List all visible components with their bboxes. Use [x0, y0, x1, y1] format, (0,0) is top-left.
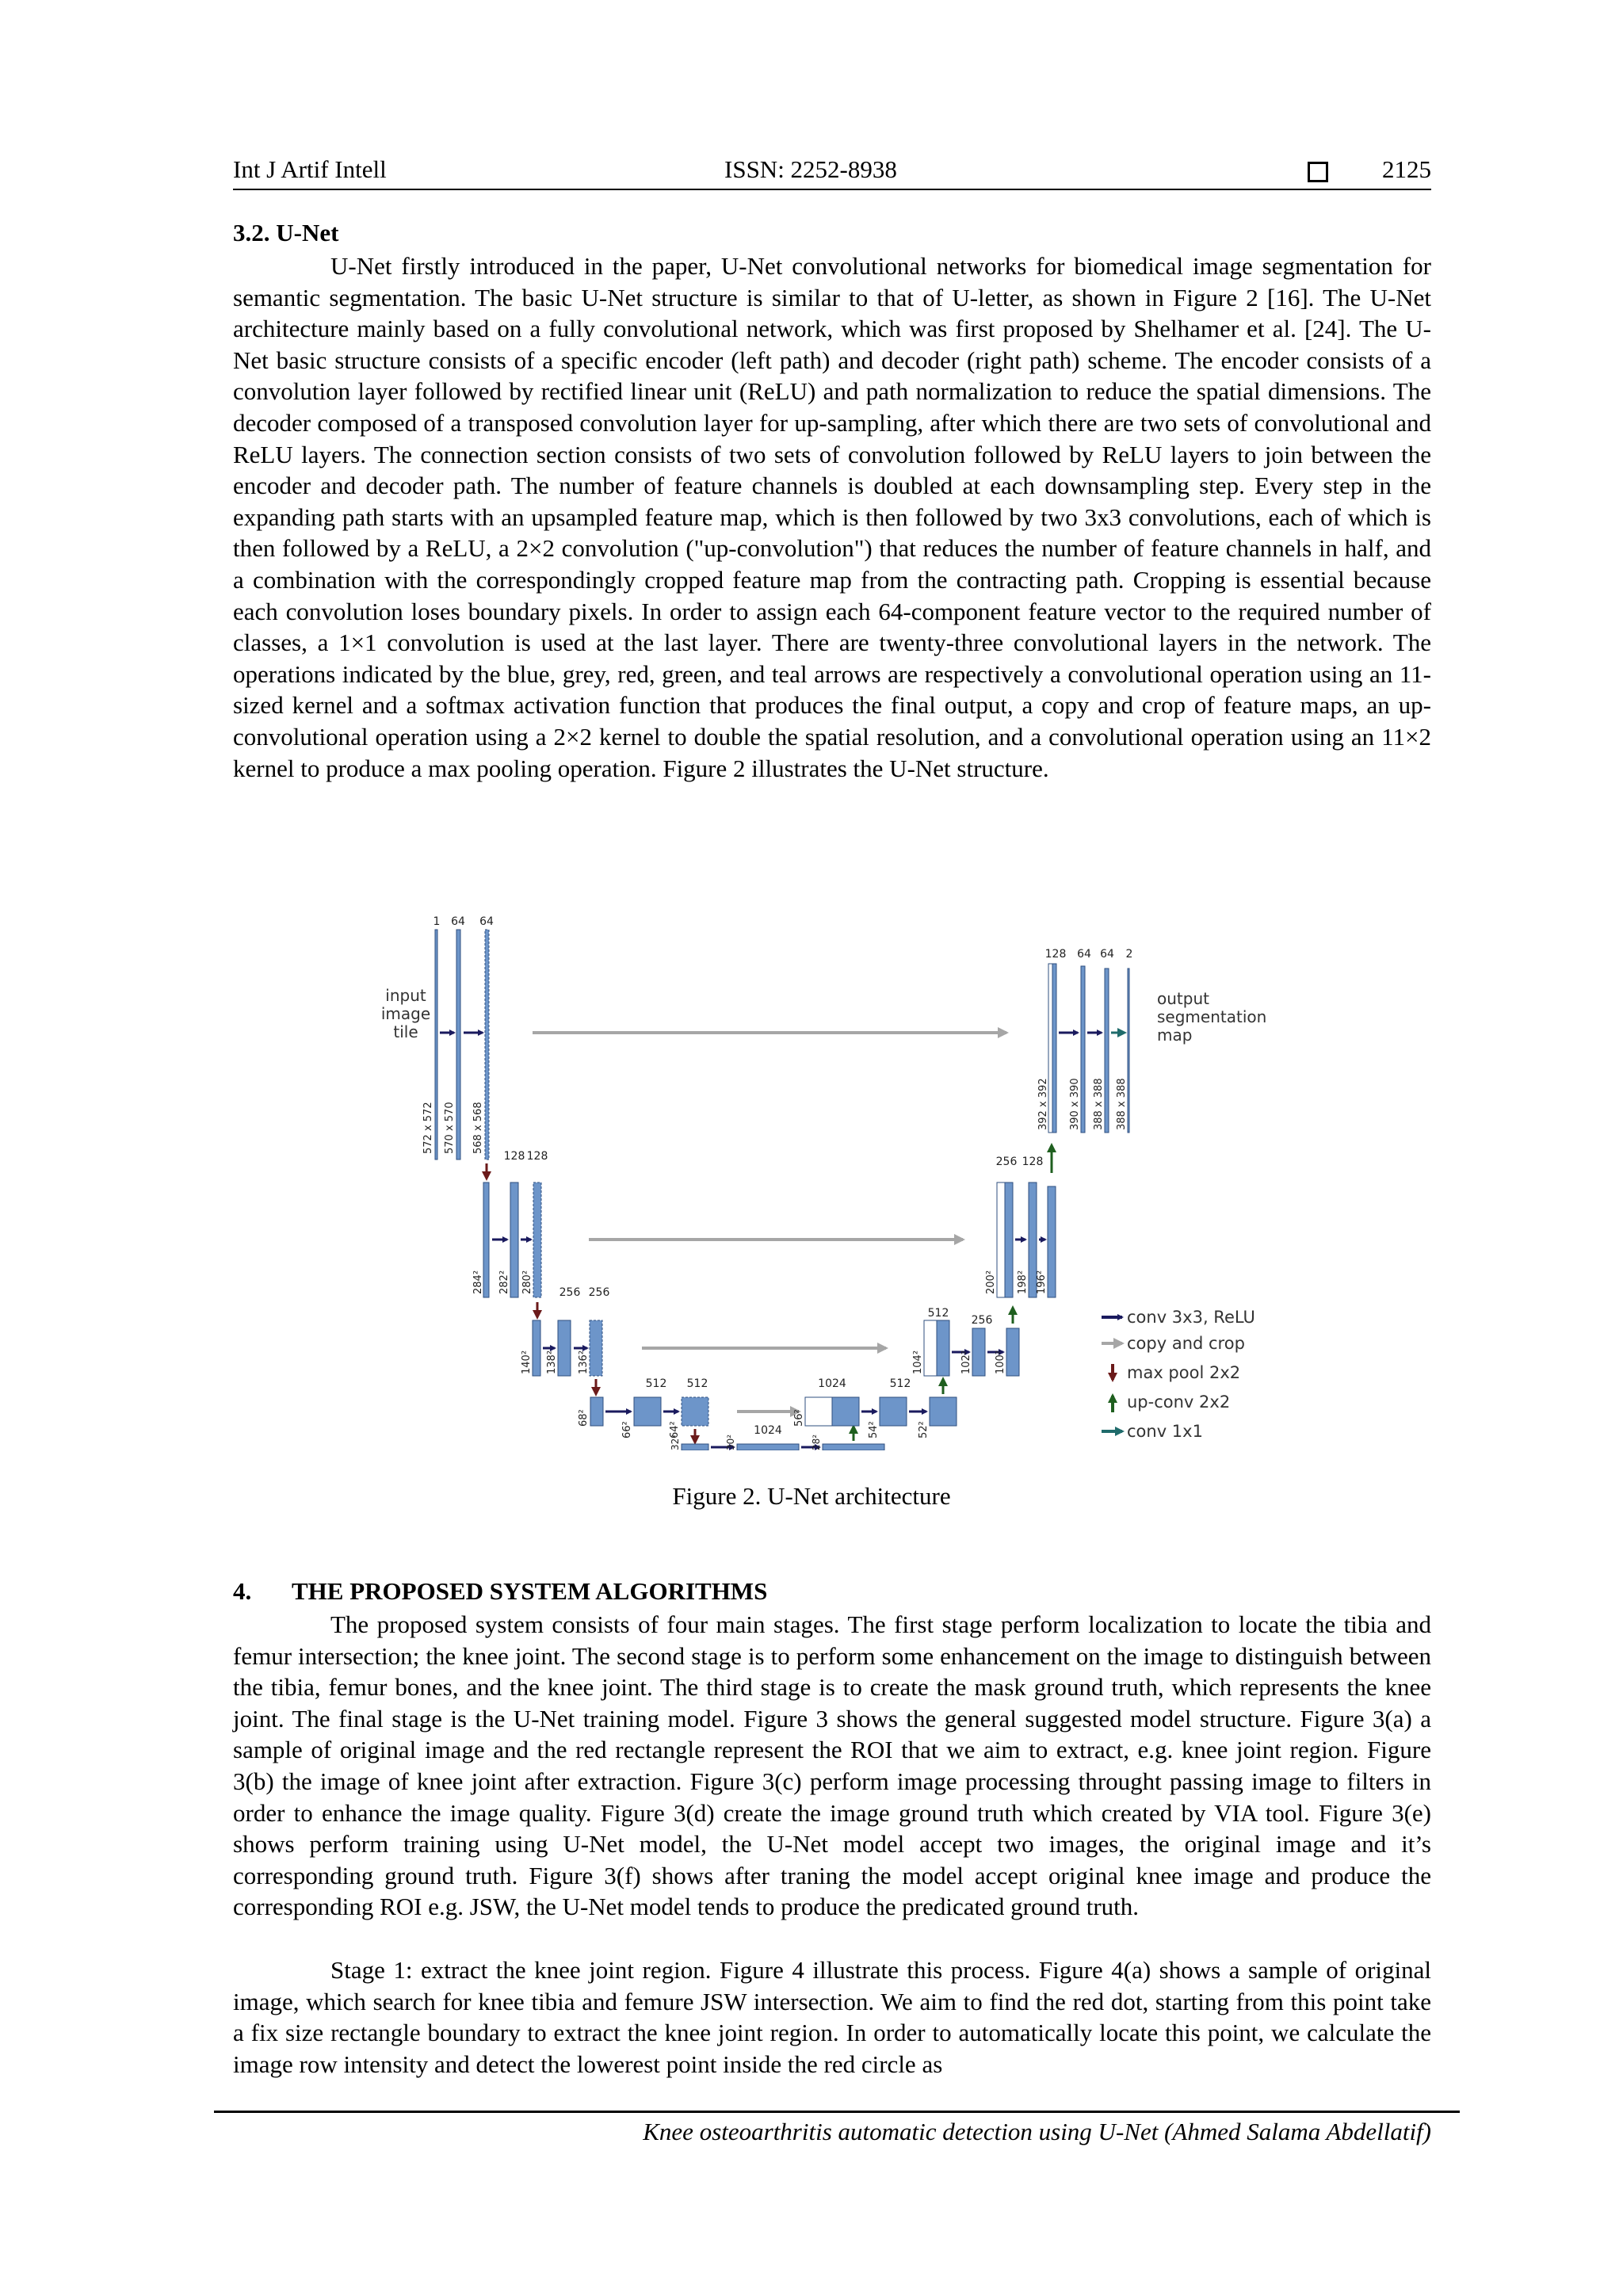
- output-label-3: map: [1157, 1026, 1193, 1045]
- size-l2-3: 280²: [521, 1270, 533, 1294]
- running-header: [233, 155, 1431, 190]
- size-l2-1: 284²: [472, 1270, 484, 1294]
- size-l3-2: 138²: [546, 1350, 558, 1374]
- map-l2-a: [483, 1182, 489, 1297]
- legend-copy-label: copy and crop: [1127, 1334, 1245, 1353]
- map-r1-b: [1081, 966, 1085, 1133]
- section-4-title: THE PROPOSED SYSTEM ALGORITHMS: [292, 1577, 768, 1605]
- size-r1-1: 392 x 392: [1037, 1078, 1049, 1130]
- ch-r3-1: 512: [927, 1307, 949, 1320]
- footer-rule: [214, 2111, 1460, 2113]
- legend-conv-label: conv 3x3, ReLU: [1127, 1308, 1255, 1327]
- map-r3-a: [937, 1320, 949, 1376]
- section-3-2-heading: 3.2. U-Net: [233, 219, 339, 246]
- ch-l4-1: 512: [645, 1377, 667, 1390]
- input-label-2: image: [380, 1004, 431, 1023]
- size-bottom-2: 30²: [725, 1434, 736, 1450]
- size-bottom-3: 28²: [811, 1434, 822, 1450]
- map-r4-a: [832, 1397, 859, 1426]
- map-r2-c: [1048, 1186, 1056, 1297]
- size-r4-2: 54²: [868, 1421, 880, 1438]
- size-r2-3: 196²: [1036, 1270, 1048, 1294]
- issn: ISSN: 2252-8938: [724, 155, 897, 183]
- section-3-2-paragraph: U-Net firstly introduced in the paper, U-Net convolutional networks for biomedical image segmentation for semantic segmentation. The basic U-Net structure is similar to that of U-letter, as shown in Figure 2 [16]. The U-Net architecture mainly based on a fully convolutional network, which was first proposed by Shelhamer et al. [24]. The U-Net basic structure consists of a specific encoder (left path) and decoder (right path) scheme. The encoder consists of a convolution layer followed by rectified linear unit (ReLU) and path normalization to reduce the spatial dimensions. The decoder composed of a transposed convolution layer for up-sampling, after which there are two sets of convolutional and ReLU layers. The connection section consists of two sets of convolution followed by ReLU layers to join between the encoder and decoder path. The number of feature channels is doubled at each downsampling step. Every step in the expanding path starts with an upsampled feature map, which is then followed by two 3x3 convolutions, each of which is then followed by a ReLU, a 2×2 convolution ("up-convolution") that reduces the number of feature channels in half, and a combination with the correspondingly cropped feature map from the contracting path. Cropping is essential because each convolution loses boundary pixels. In order to assign each 64-component feature vector to the required number of classes, a 1×1 convolution is used at the last layer. There are twenty-three convolutional layers in the network. The operations indicated by the blue, grey, red, green, and teal arrows are respectively a convolutional operation using an 11-sized kernel and a softmax activation function that produces the final output, a copy and crop of feature maps, an up-convolutional operation using a 2×2 kernel to double the spatial resolution, and a convolutional operation using an 11×2 kernel to produce a max pooling operation. Figure 2 illustrates the U-Net structure.: [233, 252, 1431, 782]
- size-r3-2: 102²: [960, 1350, 972, 1374]
- ch-l1-2: 64: [451, 915, 465, 928]
- section-4-heading: [233, 1577, 767, 1606]
- map-r2-a: [1005, 1182, 1013, 1297]
- output-label-1: output: [1157, 989, 1209, 1008]
- size-l2-2: 282²: [498, 1270, 510, 1294]
- size-l1-3: 568 x 568: [472, 1102, 484, 1154]
- ch-r2-2: 128: [1022, 1156, 1044, 1168]
- map-r4-b: [880, 1397, 907, 1426]
- map-l1-b: [456, 930, 460, 1159]
- size-r3-1: 104²: [912, 1350, 924, 1374]
- map-l4-b: [634, 1397, 661, 1426]
- size-r2-1: 200²: [985, 1270, 997, 1294]
- ch-r1-1: 128: [1044, 948, 1067, 961]
- ch-l2-1: 128: [503, 1150, 525, 1163]
- section-4-paragraph-1: The proposed system consists of four main stages. The first stage perform localization to locate the tibia and femur intersection; the knee joint. The second stage is to perform some enhancement on the image to distinguish between the tibia, femur bones, and the knee joint. The third stage is to create the mask ground truth, which represents the knee joint. The final stage is the U-Net training model. Figure 3 shows the general suggested model structure. Figure 3(a) a sample of original image and the red rectangle represent the ROI that we aim to extract, e.g. knee joint region. Figure 3(b) the image of knee joint after extraction. Figure 3(c) perform image processing throught passing image to filters in order to enhance the image quality. Figure 3(d) create the image ground truth which created by VIA tool. Figure 3(e) shows perform training using U-Net model, the U-Net model accept two images, the original image and it’s corresponding ground truth. Figure 3(f) shows after traning the model accept original knee image and produce the corresponding ROI e.g. JSW, the U-Net model tends to produce the predicated ground truth.: [233, 1610, 1431, 1921]
- ch-r1-2: 64: [1077, 948, 1091, 961]
- size-r1-2: 390 x 390: [1069, 1078, 1081, 1130]
- journal-name: Int J Artif Intell: [233, 155, 387, 183]
- figure-caption: Figure 2. U-Net architecture: [672, 1482, 951, 1510]
- ch-l3-2: 256: [588, 1286, 610, 1299]
- legend-maxpool-label: max pool 2x2: [1127, 1363, 1241, 1382]
- map-l4-c: [682, 1397, 708, 1426]
- size-l1-2: 570 x 570: [444, 1102, 456, 1154]
- ch-l1-1: 1: [433, 915, 441, 928]
- size-r1-4: 388 x 388: [1116, 1078, 1128, 1130]
- section-4-paragraph-2: Stage 1: extract the knee joint region. Figure 4 illustrate this process. Figure 4(a) shows a sample of original image, which search for knee tibia and femure JSW intersection. We aim to find the red dot, starting from this point take a fix size rectangle boundary to extract the knee joint region. In order to automatically locate this point, we calculate the image row intensity and detect the lowerest point inside the red circle as: [233, 1956, 1431, 2078]
- map-r4-c: [930, 1397, 957, 1426]
- ch-r1-4: 2: [1125, 948, 1133, 961]
- size-l4-1: 68²: [578, 1409, 590, 1427]
- size-r4-1: 56²: [793, 1409, 805, 1427]
- size-l3-3: 136²: [578, 1350, 590, 1374]
- unet-architecture-figure: [365, 904, 1316, 1450]
- map-r1-output: [1128, 968, 1129, 1133]
- map-bottom-c: [823, 1444, 884, 1450]
- map-r1-a: [1052, 964, 1056, 1133]
- legend: [1102, 1308, 1255, 1441]
- legend-conv1x1-label: conv 1x1: [1127, 1422, 1203, 1441]
- input-label-3: tile: [393, 1022, 418, 1041]
- map-r3-c: [1006, 1328, 1019, 1376]
- ch-r1-3: 64: [1100, 948, 1114, 961]
- map-l1-a: [435, 930, 437, 1159]
- size-l1-1: 572 x 572: [422, 1102, 434, 1154]
- legend-upconv-label: up-conv 2x2: [1127, 1392, 1231, 1412]
- map-l3-b: [558, 1320, 571, 1376]
- map-bottom-b: [737, 1444, 799, 1450]
- size-r3-3: 100²: [995, 1350, 1006, 1374]
- map-l1-c: [485, 930, 489, 1159]
- map-r3-b: [972, 1328, 985, 1376]
- ch-l1-3: 64: [479, 915, 494, 928]
- page-number: 2125: [1382, 155, 1431, 183]
- map-r4-copy: [805, 1397, 832, 1426]
- map-l4-a: [590, 1397, 603, 1426]
- map-l2-c: [533, 1182, 541, 1297]
- size-l4-2: 66²: [621, 1421, 633, 1438]
- size-bottom-1: 32²: [670, 1434, 681, 1450]
- ch-r4-2: 512: [889, 1377, 911, 1390]
- map-l3-a: [533, 1320, 540, 1376]
- size-l3-1: 140²: [521, 1350, 533, 1374]
- map-bottom-a: [682, 1444, 708, 1450]
- size-r1-3: 388 x 388: [1093, 1078, 1105, 1130]
- map-r3-copy: [924, 1320, 937, 1376]
- ch-r2-1: 256: [995, 1156, 1018, 1168]
- output-label-2: segmentation: [1157, 1007, 1267, 1026]
- ch-bottom-1: 1024: [754, 1424, 782, 1437]
- input-label-1: input: [385, 986, 426, 1005]
- ch-l2-2: 128: [526, 1150, 548, 1163]
- running-footer: Knee osteoarthritis automatic detection using U-Net (Ahmed Salama Abdellatif): [643, 2118, 1431, 2145]
- ch-r3-2: 256: [971, 1314, 993, 1327]
- ch-bottom-2: 1024: [818, 1377, 846, 1390]
- ch-l4-2: 512: [686, 1377, 708, 1390]
- map-r1-c: [1105, 968, 1109, 1133]
- map-r2-copy: [997, 1182, 1005, 1297]
- map-l2-b: [510, 1182, 518, 1297]
- map-l3-c: [590, 1320, 602, 1376]
- size-l4-3: 64²: [669, 1421, 681, 1438]
- size-r4-3: 52²: [918, 1421, 930, 1438]
- section-4-number: 4.: [233, 1577, 252, 1605]
- square-bullet-icon: [1308, 162, 1328, 182]
- ch-l3-1: 256: [559, 1286, 581, 1299]
- size-r2-2: 198²: [1017, 1270, 1029, 1294]
